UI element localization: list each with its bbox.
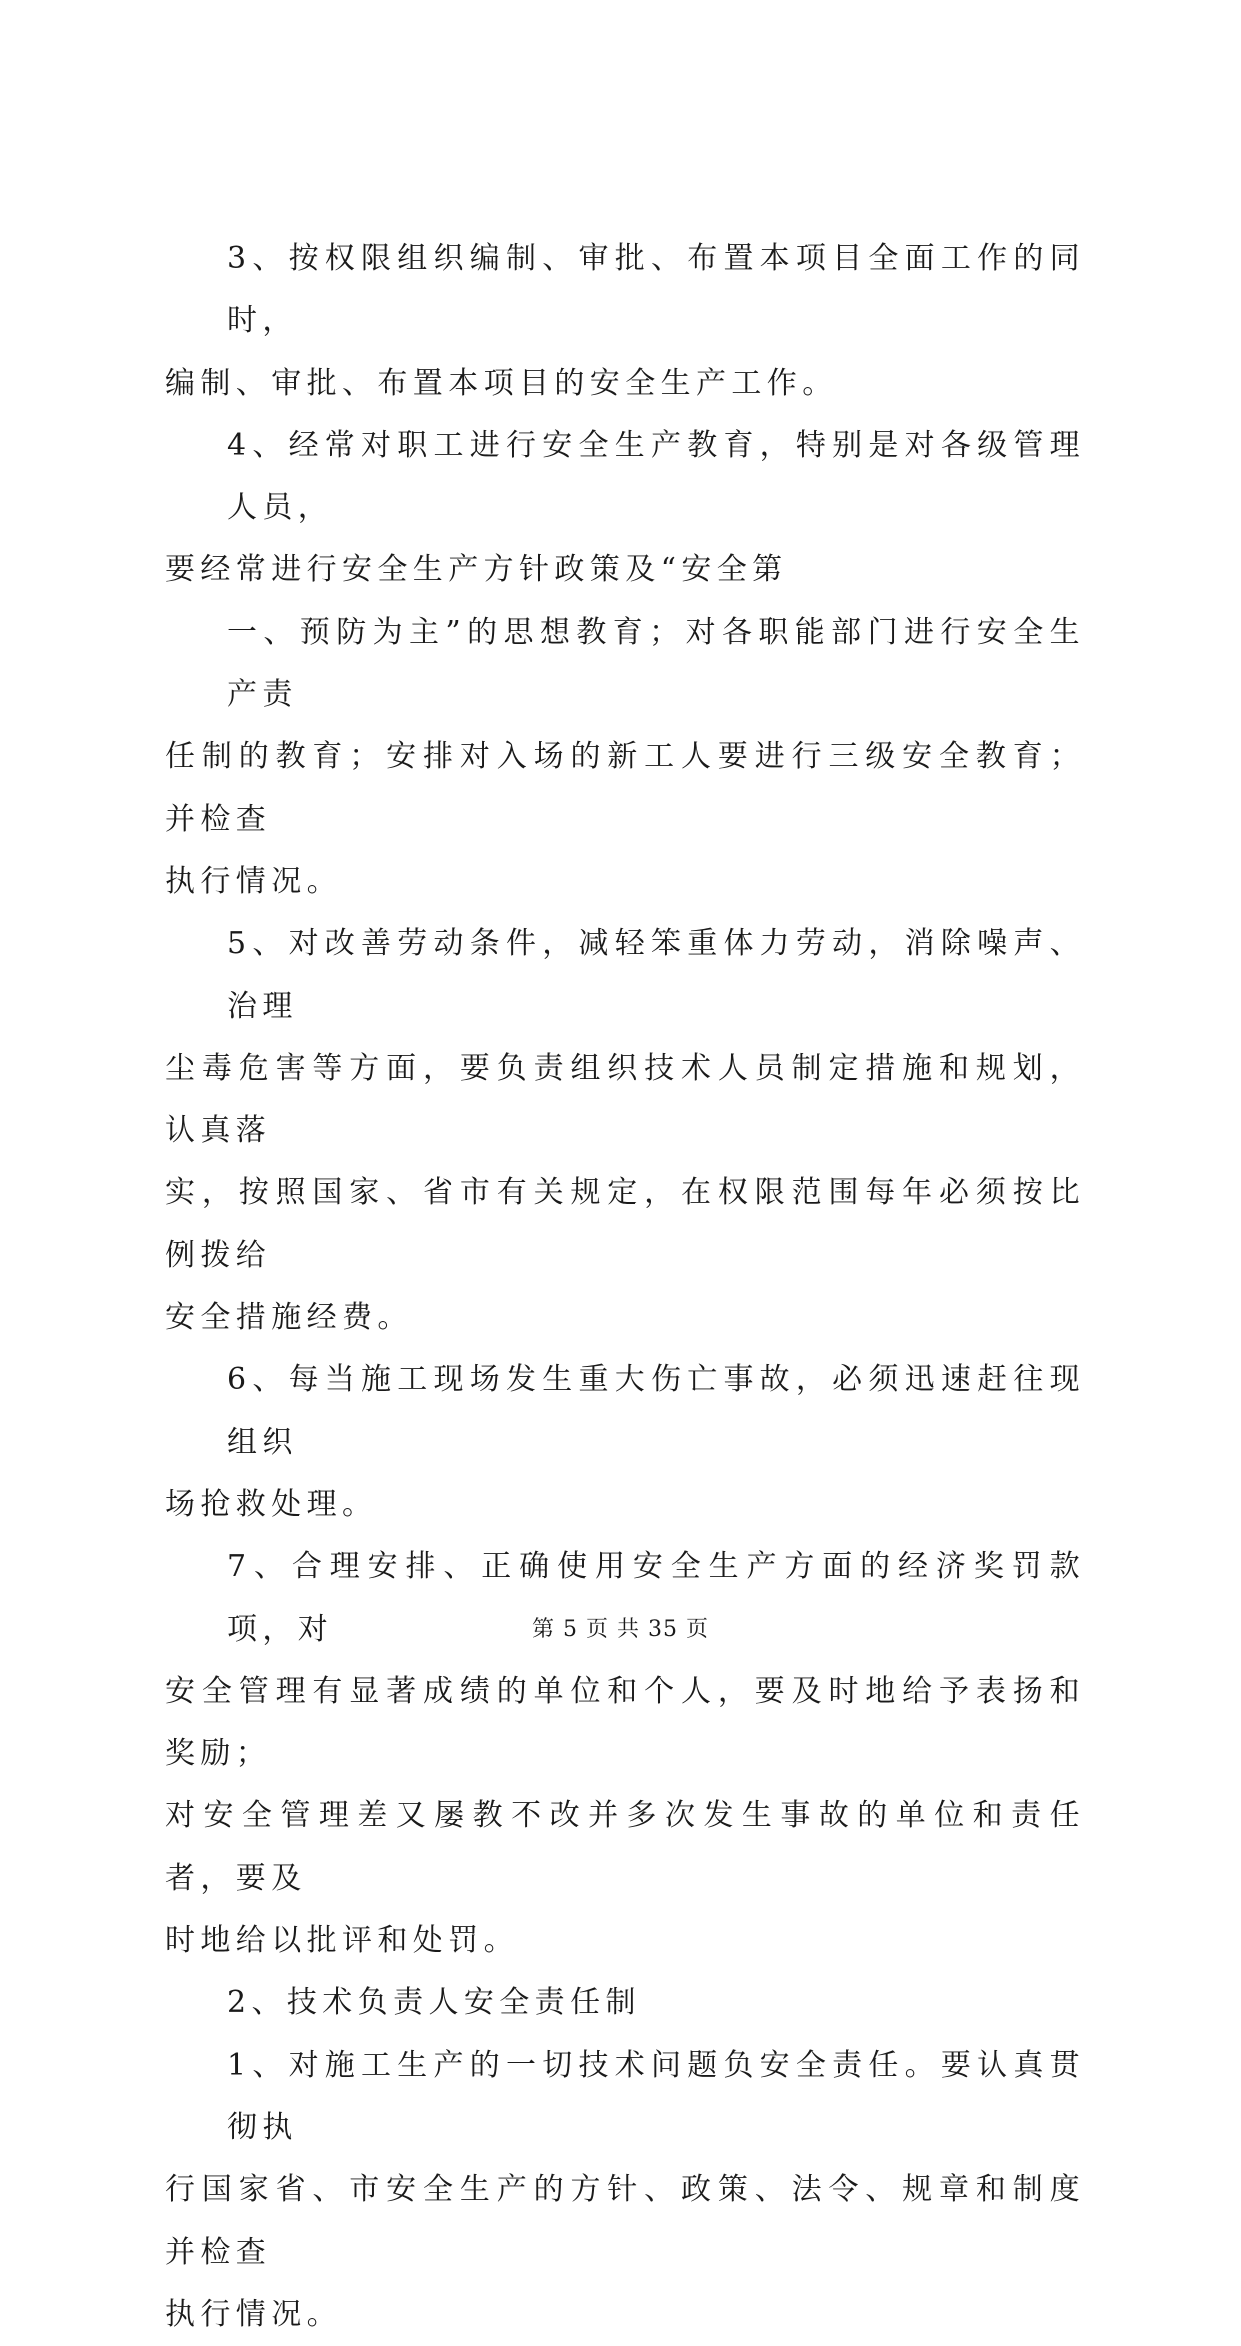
paragraph-line: 执行情况。 bbox=[165, 863, 342, 899]
paragraph-line: 安全措施经费。 bbox=[165, 1300, 413, 1336]
paragraph-line: 5、对改善劳动条件，减轻笨重体力劳动，消除噪声、治理 bbox=[227, 926, 1085, 1024]
page-number-footer: 第 5 页 共 35 页 bbox=[532, 1617, 709, 1642]
paragraph-line: 行国家省、市安全生产的方针、政策、法令、规章和制度并检查 bbox=[165, 2172, 1085, 2270]
paragraph-line: 要经常进行安全生产方针政策及“安全第 bbox=[165, 552, 788, 588]
paragraph-item-6 bbox=[165, 1349, 1085, 1536]
paragraph-line: 场抢救处理。 bbox=[165, 1486, 378, 1522]
paragraph-line: 1、对施工生产的一切技术问题负安全责任。要认真贯彻执 bbox=[227, 2047, 1085, 2145]
paragraph-line: 安全管理有显著成绩的单位和个人，要及时地给予表扬和奖励； bbox=[165, 1673, 1085, 1772]
paragraph-line: 任制的教育；安排对入场的新工人要进行三级安全教育；并检查 bbox=[165, 739, 1085, 837]
paragraph-item-1 bbox=[165, 2035, 1085, 2346]
paragraph-line: 尘毒危害等方面，要负责组织技术人员制定措施和规划，认真落 bbox=[165, 1050, 1085, 1149]
paragraph-item-4 bbox=[165, 415, 1085, 602]
paragraph-line: 一、预防为主”的思想教育；对各职能部门进行安全生产责 bbox=[227, 614, 1085, 713]
paragraph-line: 编制、审批、布置本项目的安全生产工作。 bbox=[165, 365, 838, 401]
paragraph-line: 执行情况。 bbox=[165, 2296, 342, 2332]
paragraph-line: 7、合理安排、正确使用安全生产方面的经济奖罚款项，对 bbox=[227, 1549, 1085, 1647]
paragraph-line: 时地给以批评和处罚。 bbox=[165, 1923, 519, 1959]
paragraph-line: 4、经常对职工进行安全生产教育，特别是对各级管理人员， bbox=[227, 427, 1085, 526]
paragraph-line: 3、按权限组织编制、审批、布置本项目全面工作的同时， bbox=[227, 241, 1085, 339]
paragraph-line: 6、每当施工现场发生重大伤亡事故，必须迅速赶往现组织 bbox=[227, 1362, 1085, 1460]
paragraph-item-5 bbox=[165, 913, 1085, 1349]
paragraph-item-7 bbox=[165, 1536, 1085, 1972]
paragraph-item-4-continued bbox=[165, 602, 1085, 913]
paragraph-line: 实，按照国家、省市有关规定，在权限范围每年必须按比例拨给 bbox=[165, 1175, 1085, 1273]
section-heading-text: 2、技术负责人安全责任制 bbox=[227, 1985, 641, 2021]
paragraph-item-3 bbox=[165, 228, 1085, 415]
document-body bbox=[165, 228, 1085, 2346]
paragraph-line: 对安全管理差又屡教不改并多次发生事故的单位和责任者，要及 bbox=[165, 1798, 1085, 1896]
section-heading bbox=[165, 1972, 1085, 2034]
